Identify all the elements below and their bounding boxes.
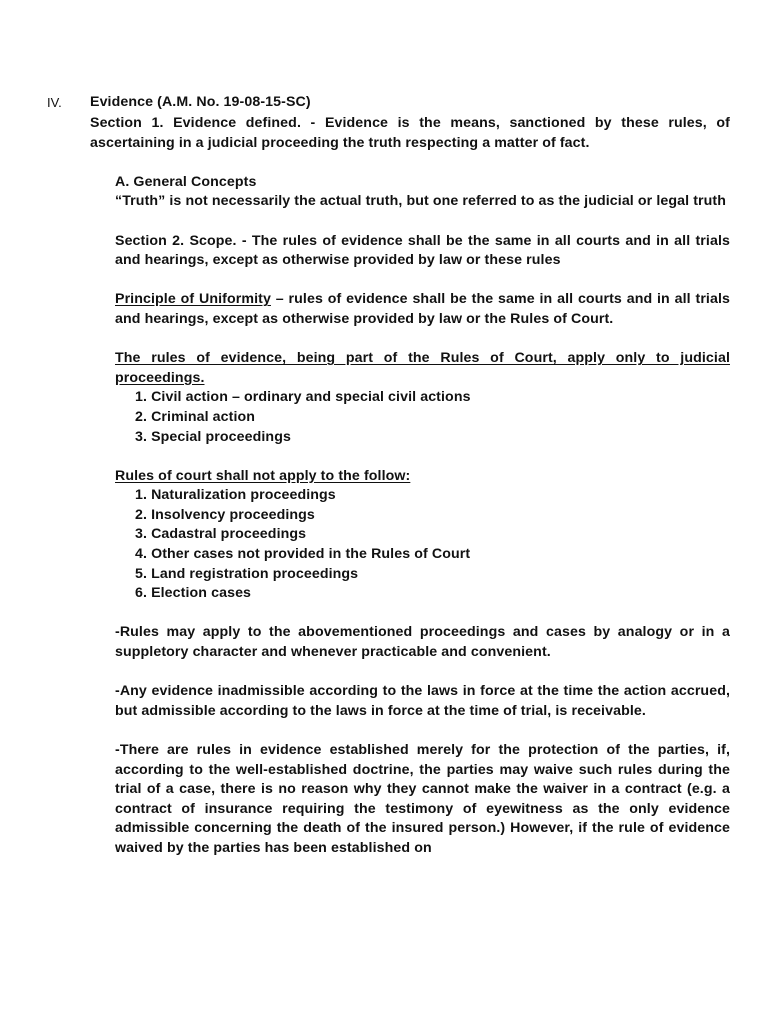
list-item: 1. Civil action – ordinary and special civil actions — [135, 389, 471, 406]
body-paragraph: -Rules may apply to the abovementioned proceedings and cases by analogy or in a suppletory character and whenever practicable and convenient. — [115, 624, 730, 661]
document-body — [90, 114, 730, 859]
apply-list-heading: The rules of evidence, being part of the Rules of Court, apply only to judicial proceedings. — [115, 350, 730, 386]
general-concepts-text: “Truth” is not necessarily the actual truth, but one referred to as the judicial or legal truth — [115, 193, 726, 210]
list-item: 3. Cadastral proceedings — [135, 526, 307, 543]
uniformity-paragraph — [115, 290, 730, 329]
body-paragraph: -There are rules in evidence established merely for the protection of the parties, if, according to the well-established doctrine, the parties may waive such rules during the trial of a case, there is no reason why they cannot make the waiver in a contract (e.g. a contract of insurance requiring the testimony of eyewitness as the only evidence admissible concerning the death of the insured person.) However, if the rule of evidence waived by the parties has been established on — [115, 742, 730, 856]
list-item: 3. Special proceedings — [135, 428, 291, 445]
body-paragraph: -Any evidence inadmissible according to the laws in force at the time the action accrued, but admissible according to the laws in force at the time of trial, is receivable. — [115, 683, 730, 719]
list-item: 5. Land registration proceedings — [135, 565, 359, 582]
list-item: 1. Naturalization proceedings — [135, 487, 336, 504]
list-item: 4. Other cases not provided in the Rules of Court — [135, 546, 471, 563]
general-concepts-block — [90, 173, 730, 859]
not-apply-list-heading: Rules of court shall not apply to the follow: — [115, 467, 411, 484]
uniformity-text: – rules of evidence shall be the same in all courts and in all trials and hearings, except as otherwise provided by law or the Rules of Court. — [115, 291, 730, 327]
not-apply-list — [115, 486, 730, 604]
uniformity-term: Principle of Uniformity — [115, 291, 271, 308]
apply-list — [115, 388, 730, 447]
list-item: 6. Election cases — [135, 585, 252, 602]
roman-numeral: IV. — [47, 95, 62, 110]
list-item: 2. Insolvency proceedings — [135, 506, 315, 523]
general-concepts-title: A. General Concepts — [115, 173, 257, 190]
section-title: Evidence (A.M. No. 19-08-15-SC) — [90, 94, 311, 110]
section2-paragraph: Section 2. Scope. - The rules of evidence shall be the same in all courts and in all trials and hearings, except as otherwise provided by law or these rules — [115, 232, 730, 269]
section1-paragraph: Section 1. Evidence defined. - Evidence is the means, sanctioned by these rules, of ascertaining in a judicial proceeding the truth respecting a matter of fact. — [90, 115, 730, 151]
list-item: 2. Criminal action — [135, 408, 256, 425]
